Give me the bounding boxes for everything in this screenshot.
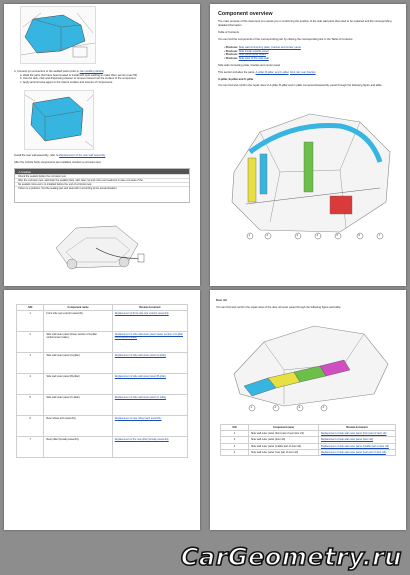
review-document-link[interactable]: Replacement of the rear pillar (female) assembly [112,437,187,458]
pillar-parts-table [16,304,188,458]
component-name: Side wall outer panel (front part of rear door sill) [249,431,319,437]
review-document-link[interactable]: Replacement of side wall outer panel (lower section of A-pillar reinforcement plate) [112,332,187,353]
toc-item-prefix: Previous: [225,49,238,53]
door-sill-svg [224,314,394,414]
document-page-2 [210,4,406,286]
step-letter: c. [20,80,23,84]
step-number: 4. [14,70,17,73]
callout-1: 1 [248,233,250,237]
site-watermark-logo: CarGeometry.ru [180,543,402,571]
component-name: Side wall outer panel (middle part of door sill) [249,443,319,449]
review-document-link[interactable]: Replacement of rear wheel arch assembly [112,416,187,437]
subsection-heading: A-pillar, B-pillar and C-pillar [218,78,254,81]
col-sn: S/N [17,305,44,311]
install-instruction [14,154,192,158]
part-drawing-middle-svg [25,91,93,149]
toc-item-link[interactable]: Side inside outside panel [238,49,269,53]
subsection-text: You can find and confirm the repair sites of A-pillar, B-pillar and C-pillar components/assembly panel through the following figure and table. [218,84,383,87]
row-number: 6 [17,416,44,437]
col-component: Component name [249,425,319,431]
caution-box [14,168,190,203]
toc-item-prefix: Previous: [225,53,238,57]
door-sill-parts-table [220,424,396,456]
table-row [17,416,188,437]
review-document-link[interactable]: Replacement of side wall outer panel (rear part of door sill) [319,449,396,455]
component-name: Side wall outer panel (rear part of door sill) [249,449,319,455]
callout-3: 3 [296,233,298,237]
col-component: Component name [44,305,112,311]
toc-item-link[interactable]: Side view of the side wall [238,56,269,60]
callout-4: 4 [316,233,318,237]
steps-list [14,70,192,84]
row-number: 2 [17,332,44,353]
toc-item[interactable]: • Previous: Side panel outer board [224,53,266,57]
underbody-drawing [46,208,146,278]
review-document-link[interactable]: Replacement of side wall outer panel (middle part of door sill) [319,443,396,449]
section-intro: This section includes the parts: A-pillar, B-pillar, and C-pillar, front rail, rear bracket [218,71,316,74]
callout-5: 5 [336,233,338,237]
table-row [17,437,188,458]
callout-1: 1 [250,405,252,409]
corrosion-test-text: After the vehicle body components are installed, conduct a corrosion test. [14,161,102,164]
review-document-link[interactable]: Replacement of side wall outer panel (B-pillar) [112,374,187,395]
row-number: 3 [17,353,44,374]
toc-item[interactable]: • Previous: Side wall connecting plate, bracket and center panel [224,46,301,49]
part-drawing-top-svg [21,7,95,63]
pillar-link[interactable]: A-pillar, B-pillar, and C-pillar [255,71,289,74]
step-letter: b. [20,77,23,81]
toc-item[interactable]: • Previous: Side inside outside panel [224,49,269,53]
caution-row: After the corrosion test, add drain the sealant parts, add, later cut and cross-out treatment in case of a leak of the. [15,178,189,182]
toc-item-prefix: Previous: [225,46,238,49]
table-row [17,395,188,416]
component-name: Rear pillar (female) assembly [44,437,112,458]
col-document: Review document [112,305,187,311]
row-number: 7 [17,437,44,458]
body-structure-svg [220,92,398,242]
toc-item[interactable]: • Previous: Side view of the side wall [224,56,269,60]
toc-item-prefix: Previous: [225,56,238,60]
table-row [17,332,188,353]
row-number: 5 [17,395,44,416]
toc-list [224,46,394,60]
page-title: Component overview [218,11,273,17]
step-text: Use the tack, click and dispensing cleaner to remove traces from the surface of the component. [23,77,137,81]
caution-row: No sealant cross-out is to installed before the end of corrosion test. [15,182,189,186]
row-number: 4 [17,374,44,395]
row-number: 3 [221,443,249,449]
step-text: Weld the parts that have been leveled to install with spot welding to make them secure (max 50) [23,73,138,77]
callout-6: 6 [358,233,360,237]
intro-text: The main purpose of this document is to assist you in confirming the position of the side wall parts that need to be replaced and the corresponding detailed information. [218,20,392,27]
door-sill-diagram [224,314,394,414]
table-row [221,449,396,455]
component-name: Rear wheel arch assembly [44,416,112,437]
review-document-link[interactable]: Replacement of side wall outer panel (A-pillar) [112,353,187,374]
callout-3: 3 [298,405,300,409]
table-row [17,353,188,374]
review-document-link[interactable]: Replacement of front side rear exterior assembly [112,311,187,332]
component-name: Side wall outer panel (C-pillar) [44,395,112,416]
rail-link[interactable]: front rail, rear bracket [290,71,316,74]
section-text: You can find and confirm the repair sites of the door sill outer panel through the following figure and table. [216,306,342,309]
warning-icon: ⚠ [18,169,22,174]
component-name: Front side rear exterior assembly [44,311,112,332]
review-document-link[interactable]: Replacement of side wall outer panel (front part of door sill) [319,431,396,437]
underbody-drawing-svg [46,208,146,278]
toc-description: You can find the components of the corresponding part by clicking the corresponding link in the Table of Contents: [218,38,354,41]
step-letter: a. [20,73,23,77]
toc-label: Table of Contents [218,31,239,34]
table-row [17,311,188,332]
callout-7: 7 [378,233,380,237]
row-number: 4 [221,449,249,455]
col-document: Review document [319,425,396,431]
section-heading: Door sill [216,299,227,302]
body-structure-diagram [220,92,398,242]
review-document-link[interactable]: Replacement of side wall outer panel (C-pillar) [112,395,187,416]
step-text: Connect pin connectors to the welded parts (refer to [17,70,80,73]
section-heading: Side wall connecting plate, bracket and center panel [218,64,281,67]
toc-item-link[interactable]: Side wall connecting plate, bracket and center panel [238,46,301,49]
row-number: 2 [221,437,249,443]
col-sn: S/N [221,425,249,431]
review-document-link[interactable]: Replacement of side wall outer panel (door sill) [319,437,396,443]
row-number: 1 [221,431,249,437]
component-name: Side wall outer panel (B-pillar) [44,374,112,395]
toc-item-link[interactable]: Side panel outer board [238,53,266,57]
component-name: Side wall outer panel (A-pillar) [44,353,112,374]
document-page-1 [4,4,200,286]
row-number: 1 [17,311,44,332]
component-name: Side wall outer panel (lower section of A-pillar reinforcement plate) [44,332,112,353]
part-drawing-top [20,6,96,64]
component-name: Side wall outer panel (door sill) [249,437,319,443]
step-text: Apply anticorrosive agent to the interior surface and exterior of components. [22,80,113,84]
callout-2: 2 [266,233,268,237]
section-text: This section includes the parts: [218,71,256,74]
step-c [14,81,192,85]
caution-row: If there is a problem, find the leaking part and deal with it according to the actual situation. [15,186,189,190]
document-page-4 [210,290,406,530]
part-drawing-middle [24,90,94,150]
table-row [17,374,188,395]
caution-title: Caution [21,169,31,174]
callout-4: 4 [322,405,324,409]
document-page-3 [4,290,200,530]
install-text: Install the rear wall assembly, refer to [14,154,60,157]
caution-row: Check the sealant before the corrosion test. [15,174,189,178]
step-tail: ) [103,70,104,73]
rear-wall-link[interactable]: Replacement of the rear wall assembly [59,154,106,157]
callout-2: 2 [274,405,276,409]
jam-welding-link[interactable]: Jam welding details [79,70,104,73]
